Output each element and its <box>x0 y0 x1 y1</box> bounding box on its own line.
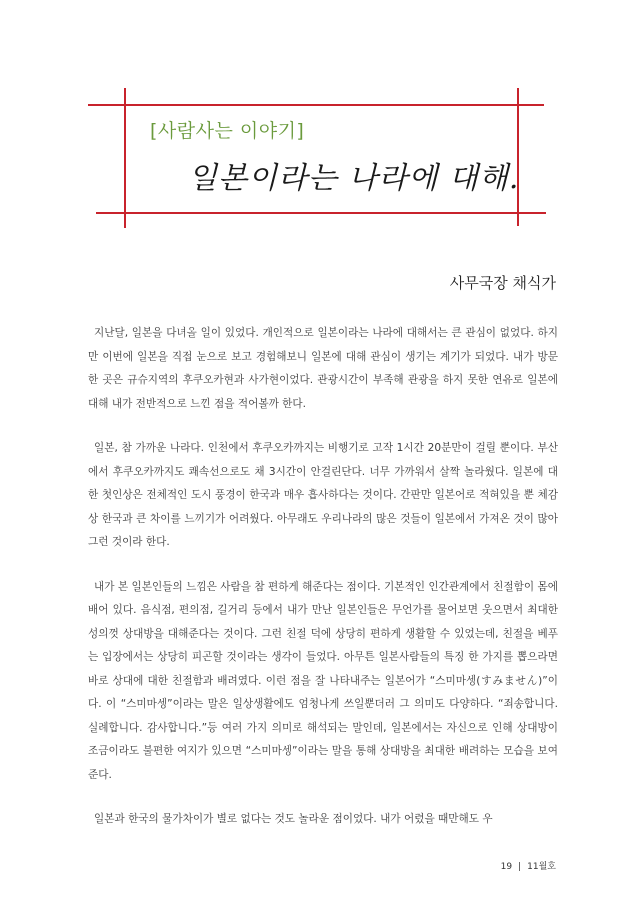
article-headline: 일본이라는 나라에 대해. <box>188 161 520 196</box>
paragraph-3: 내가 본 일본인들의 느낌은 사람을 참 편하게 해준다는 점이다. 기본적인 인간관계에서 친절함이 몸에 배어 있다. 음식점, 편의점, 길거리 등에서 내가 만난 일본인들은 무언가를 물어보면 웃으면서 최대한 성의껏 상대방을 대해준다는 것이다. 그런 친절 덕에 상당히 편하게 생활할 수 있었는데, 친절을 베푸는 입장에서는 상당히 피곤할 것이라는 생각이 들었다. 아무튼 일본사람들의 특징 한 가지를 뽑으라면 바로 상대에 대한 친절함과 배려였다. 이런 점을 잘 나타내주는 일본어가 “스미마셍(すみません)”이다. 이 “스미마셍”이라는 말은 일상생활에도 엄청나게 쓰일뿐더러 그 의미도 다양하다. “죄송합니다. 실례합니다. 감사합니다.”등 여러 가지 의미로 해석되는 말인데, 일본에서는 자신으로 인해 상대방이 조금이라도 불편한 여지가 있으면 “스미마셍”이라는 말을 통해 상대방을 최대한 배려하는 모습을 보여준다. <box>88 580 558 781</box>
author-byline: 사무국장 채식가 <box>449 274 556 292</box>
frame-top-line <box>88 104 544 106</box>
page-footer <box>501 859 556 872</box>
issue-label: 11월호 <box>527 862 556 872</box>
category-label: [사람사는 이야기] <box>150 120 305 142</box>
frame-left-line <box>124 88 126 228</box>
frame-bottom-line <box>96 212 546 214</box>
footer-separator: | <box>518 862 522 872</box>
paragraph-4: 일본과 한국의 물가차이가 별로 없다는 것도 놀라운 점이었다. 내가 어렸을 때만해도 우 <box>94 813 493 825</box>
paragraph-1: 지난달, 일본을 다녀올 일이 있었다. 개인적으로 일본이라는 나라에 대해서는 큰 관심이 없었다. 하지만 이번에 일본을 직접 눈으로 보고 경험해보니 일본에 대해 관심이 생기는 계기가 되었다. 내가 방문한 곳은 규슈지역의 후쿠오카현과 사가현이었다. 관광시간이 부족해 관광을 하지 못한 연유로 일본에 대해 내가 전반적으로 느낀 점을 적어볼까 한다. <box>88 327 558 410</box>
page-number: 19 <box>500 862 513 872</box>
paragraph-2: 일본, 참 가까운 나라다. 인천에서 후쿠오카까지는 비행기로 고작 1시간 20분만이 걸릴 뿐이다. 부산에서 후쿠오카까지도 쾌속선으로도 채 3시간이 안걸린단다. 너무 가까워서 살짝 놀라웠다. 일본에 대한 첫인상은 전체적인 도시 풍경이 한국과 매우 흡사하다는 것이다. 간판만 일본어로 적혀있을 뿐 체감상 한국과 큰 차이를 느끼기가 어려웠다. 아무래도 우리나라의 많은 것들이 일본에서 가져온 것이 많아 그런 것이라 한다. <box>88 442 558 548</box>
article-body <box>88 322 558 853</box>
